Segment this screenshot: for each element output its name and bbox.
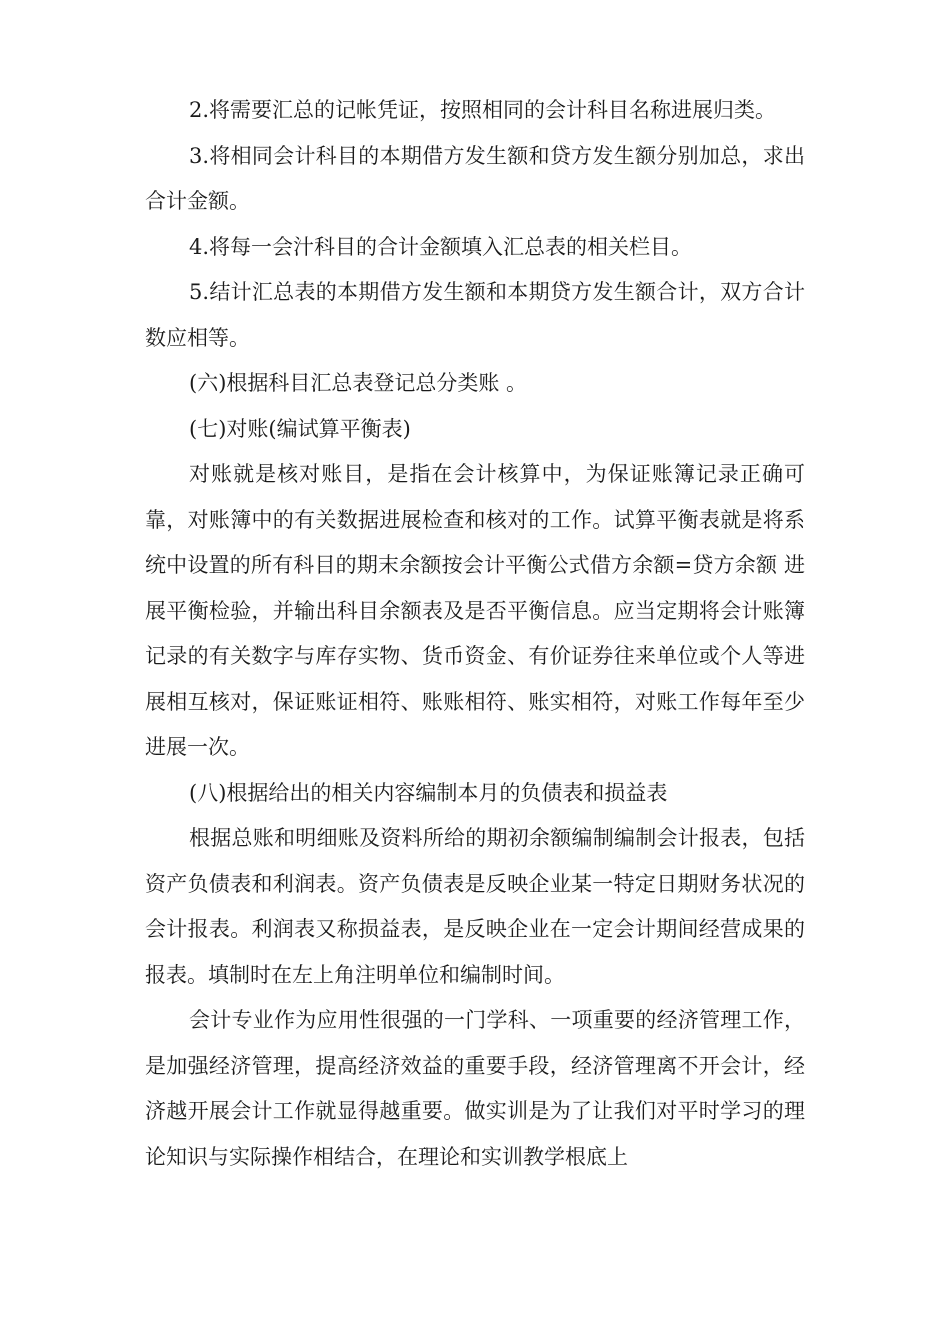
paragraph-financial-statements: 根据总账和明细账及资料所给的期初余额编制编制会计报表，包括资产负债表和利润表。资产负债表是反映企业某一特定日期财务状况的会计报表。利润表又称损益表，是反映企业在一定会计期间经营成果的报表。填制时在左上角注明单位和编制时间。 (145, 826, 805, 987)
section-heading-8: (八)根据给出的相关内容编制本月的负债表和损益表 (189, 780, 668, 805)
section-heading-6: (六)根据科目汇总表登记总分类账 。 (189, 371, 528, 395)
paragraph-step-2: 2.将需要汇总的记帐凭证，按照相同的会计科目名称进展归类。 (189, 98, 777, 122)
section-heading-7: (七)对账(编试算平衡表) (189, 416, 411, 441)
paragraph-step-5: 5.结计汇总表的本期借方发生额和本期贷方发生额合计，双方合计数应相等。 (145, 280, 805, 350)
paragraph-step-3: 3.将相同会计科目的本期借方发生额和贷方发生额分别加总，求出合计金额。 (145, 143, 805, 213)
paragraph-accounting-practice: 会计专业作为应用性很强的一门学科、一项重要的经济管理工作，是加强经济管理，提高经济效益的重要手段，经济管理离不开会计，经济越开展会计工作就显得越重要。做实训是为了让我们对平时学习的理论知识与实际操作相结合，在理论和实训教学根底上 (145, 1008, 805, 1169)
document-body (145, 88, 805, 1180)
paragraph-reconciliation: 对账就是核对账目，是指在会计核算中，为保证账簿记录正确可靠，对账簿中的有关数据进展检查和核对的工作。试算平衡表就是将系统中设置的所有科目的期末余额按会计平衡公式借方余额=贷方余额 进展平衡检验，并输出科目余额表及是否平衡信息。应当定期将会计账簿记录的有关数字与库存实物、货币资金、有价证券往来单位或个人等进展相互核对，保证账证相符、账账相符、账实相符，对账工作每年至少进展一次。 (145, 462, 805, 759)
paragraph-step-4: 4.将每一会汁科目的合计金额填入汇总表的相关栏目。 (189, 234, 693, 259)
